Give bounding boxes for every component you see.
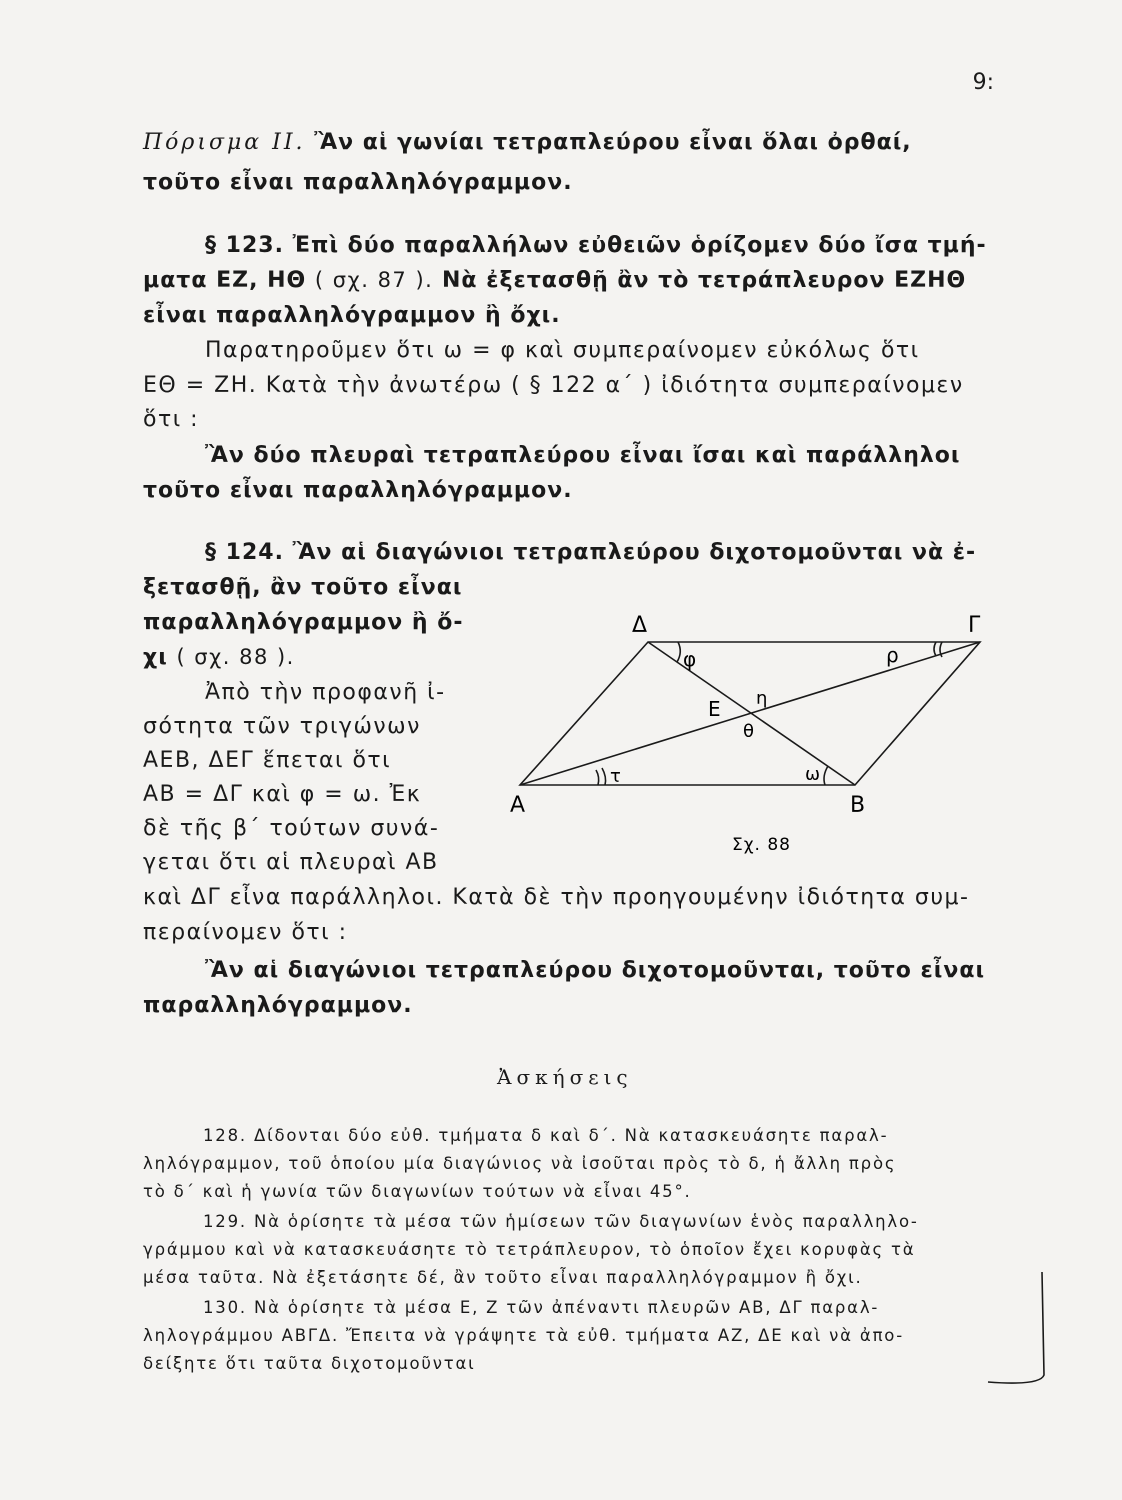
angle-rho-label: ρ bbox=[886, 643, 899, 667]
vertex-g-label: Γ bbox=[968, 613, 981, 638]
diagonal-ag bbox=[520, 642, 980, 785]
center-e-label: Ε bbox=[708, 697, 721, 721]
angle-mark-tau-2 bbox=[602, 768, 606, 785]
section-124-heading: Ἂν αἱ διαγώνιοι τετραπλεύρου διχοτομοῦνται νὰ ἐ- bbox=[292, 540, 977, 565]
section-124-body-1: Ἀπὸ τὴν προφανῆ ἰ- bbox=[205, 680, 446, 705]
section-124-line-3: παραλληλόγραμμον ἢ ὄ- bbox=[143, 610, 464, 635]
page-number: 9: bbox=[972, 70, 994, 95]
porisma-label: Πόρισμα ΙΙ. bbox=[143, 130, 306, 155]
section-124-rule-2: παραλληλόγραμμον. bbox=[143, 993, 413, 1018]
angle-mark-omega bbox=[824, 766, 828, 785]
section-124-rule-1: Ἂν αἱ διαγώνιοι τετραπλεύρου διχοτομοῦνται, τοῦτο εἶναι bbox=[205, 958, 986, 983]
section-123-segments: ματα ΕΖ, ΗΘ bbox=[143, 268, 307, 293]
section-124-line-1 bbox=[205, 540, 976, 565]
section-123-line-2 bbox=[143, 268, 966, 293]
porisma-line-2: τοῦτο εἶναι παραλληλόγραμμον. bbox=[143, 170, 573, 195]
section-124-number: § 124. bbox=[205, 540, 284, 565]
angle-mark-tau-1 bbox=[596, 770, 599, 785]
section-123-question: Νὰ ἐξετασθῇ ἂν τὸ τετράπλευρον ΕΖΗΘ bbox=[442, 268, 967, 293]
section-124-full-2: περαίνομεν ὅτι : bbox=[143, 920, 348, 945]
porisma-text-1: Ἂν αἱ γωνίαι τετραπλεύρου εἶναι ὅλαι ὀρθαί, bbox=[314, 130, 912, 155]
exercise-130-line-2: ληλογράμμου ΑΒΓΔ. Ἔπειτα νὰ γράψητε τὰ εὐθ. τμήματα ΑΖ, ΔΕ καὶ νὰ ἀπο- bbox=[143, 1326, 904, 1345]
vertex-a-label: Α bbox=[510, 793, 526, 818]
exercises-heading: Ἀσκήσεις bbox=[497, 1065, 633, 1089]
figure-88 bbox=[500, 600, 1010, 860]
section-123-line-1 bbox=[205, 233, 987, 258]
section-124-figref: ( σχ. 88 ). bbox=[176, 645, 295, 669]
angle-mark-phi bbox=[677, 642, 680, 662]
section-124-chi: χι bbox=[143, 645, 168, 670]
section-124-body-4: ΑΒ = ΔΓ καὶ φ = ω. Ἐκ bbox=[143, 782, 422, 807]
exercise-129-line-2: γράμμου καὶ νὰ κατασκευάσητε τὸ τετράπλευρον, τὸ ὁποῖον ἔχει κορυφὰς τὰ bbox=[143, 1240, 916, 1259]
diagonal-db bbox=[648, 642, 855, 785]
exercise-128-line-1: 128. Δίδονται δύο εὐθ. τμήματα δ καὶ δ΄. Νὰ κατασκευάσητε παραλ- bbox=[203, 1126, 889, 1145]
vertex-d-label: Δ bbox=[632, 613, 648, 638]
section-123-line-6: ὅτι : bbox=[143, 407, 200, 432]
exercise-129-line-1: 129. Νὰ ὁρίσητε τὰ μέσα τῶν ἡμίσεων τῶν διαγωνίων ἑνὸς παραλληλο- bbox=[203, 1212, 919, 1231]
exercise-129-line-3: μέσα ταῦτα. Νὰ ἐξετάσητε δέ, ἂν τοῦτο εἶναι παραλληλόγραμμον ἢ ὄχι. bbox=[143, 1268, 863, 1287]
section-124-body-5: δὲ τῆς β΄ τούτων συνά- bbox=[143, 816, 440, 841]
section-124-body-3: ΑΕΒ, ΔΕΓ ἕπεται ὅτι bbox=[143, 748, 392, 773]
exercise-130-line-3: δείξητε ὅτι ταῦτα διχοτομοῦνται bbox=[143, 1354, 476, 1373]
exercise-128-line-2: ληλόγραμμον, τοῦ ὁποίου μία διαγώνιος νὰ ἰσοῦται πρὸς τὸ δ, ἡ ἄλλη πρὸς bbox=[143, 1154, 897, 1173]
section-123-rule-1: Ἂν δύο πλευραὶ τετραπλεύρου εἶναι ἴσαι καὶ παράλληλοι bbox=[205, 443, 961, 468]
figure-caption: Σχ. 88 bbox=[732, 835, 792, 855]
angle-eta-label: η bbox=[756, 688, 768, 709]
angle-mark-rho-2 bbox=[940, 642, 942, 657]
angle-tau-label: τ bbox=[610, 766, 621, 787]
vertex-b-label: Β bbox=[850, 793, 866, 818]
section-124-full-1: καὶ ΔΓ εἶνα παράλληλοι. Κατὰ δὲ τὴν προηγουμένην ἰδιότητα συμ- bbox=[143, 885, 970, 910]
porisma-line-1 bbox=[143, 130, 912, 155]
angle-theta-label: θ bbox=[743, 721, 755, 742]
exercise-128-line-3: τὸ δ΄ καὶ ἡ γωνία τῶν διαγωνίων τούτων νὰ εἶναι 45°. bbox=[143, 1182, 692, 1201]
section-123-line-3: εἶναι παραλληλόγραμμον ἢ ὄχι. bbox=[143, 303, 561, 328]
section-124-body-2: σότητα τῶν τριγώνων bbox=[143, 714, 421, 739]
section-123-line-5: ΕΘ = ΖΗ. Κατὰ τὴν ἀνωτέρω ( § 122 α΄ ) ἰδιότητα συμπεραίνομεν bbox=[143, 373, 964, 398]
section-123-heading: Ἐπὶ δύο παραλλήλων εὐθειῶν ὁρίζομεν δύο ἴσα τμή- bbox=[292, 233, 987, 258]
angle-omega-label: ω bbox=[805, 764, 821, 785]
section-123-figref: ( σχ. 87 ). bbox=[314, 268, 434, 292]
exercise-130-line-1: 130. Νὰ ὁρίσητε τὰ μέσα Ε, Ζ τῶν ἀπέναντι πλευρῶν ΑΒ, ΔΓ παραλ- bbox=[203, 1298, 880, 1317]
section-124-line-4 bbox=[143, 645, 295, 670]
angle-mark-rho-1 bbox=[934, 642, 936, 656]
section-123-line-4: Παρατηροῦμεν ὅτι ω = φ καὶ συμπεραίνομεν εὐκόλως ὅτι bbox=[205, 338, 920, 363]
section-124-line-2: ξετασθῇ, ἂν τοῦτο εἶναι bbox=[143, 575, 463, 600]
margin-bracket bbox=[980, 1270, 1050, 1400]
section-123-number: § 123. bbox=[205, 233, 284, 258]
section-123-rule-2: τοῦτο εἶναι παραλληλόγραμμον. bbox=[143, 478, 573, 503]
section-124-body-6: γεται ὅτι αἱ πλευραὶ ΑΒ bbox=[143, 850, 439, 875]
angle-phi-label: φ bbox=[683, 647, 697, 671]
